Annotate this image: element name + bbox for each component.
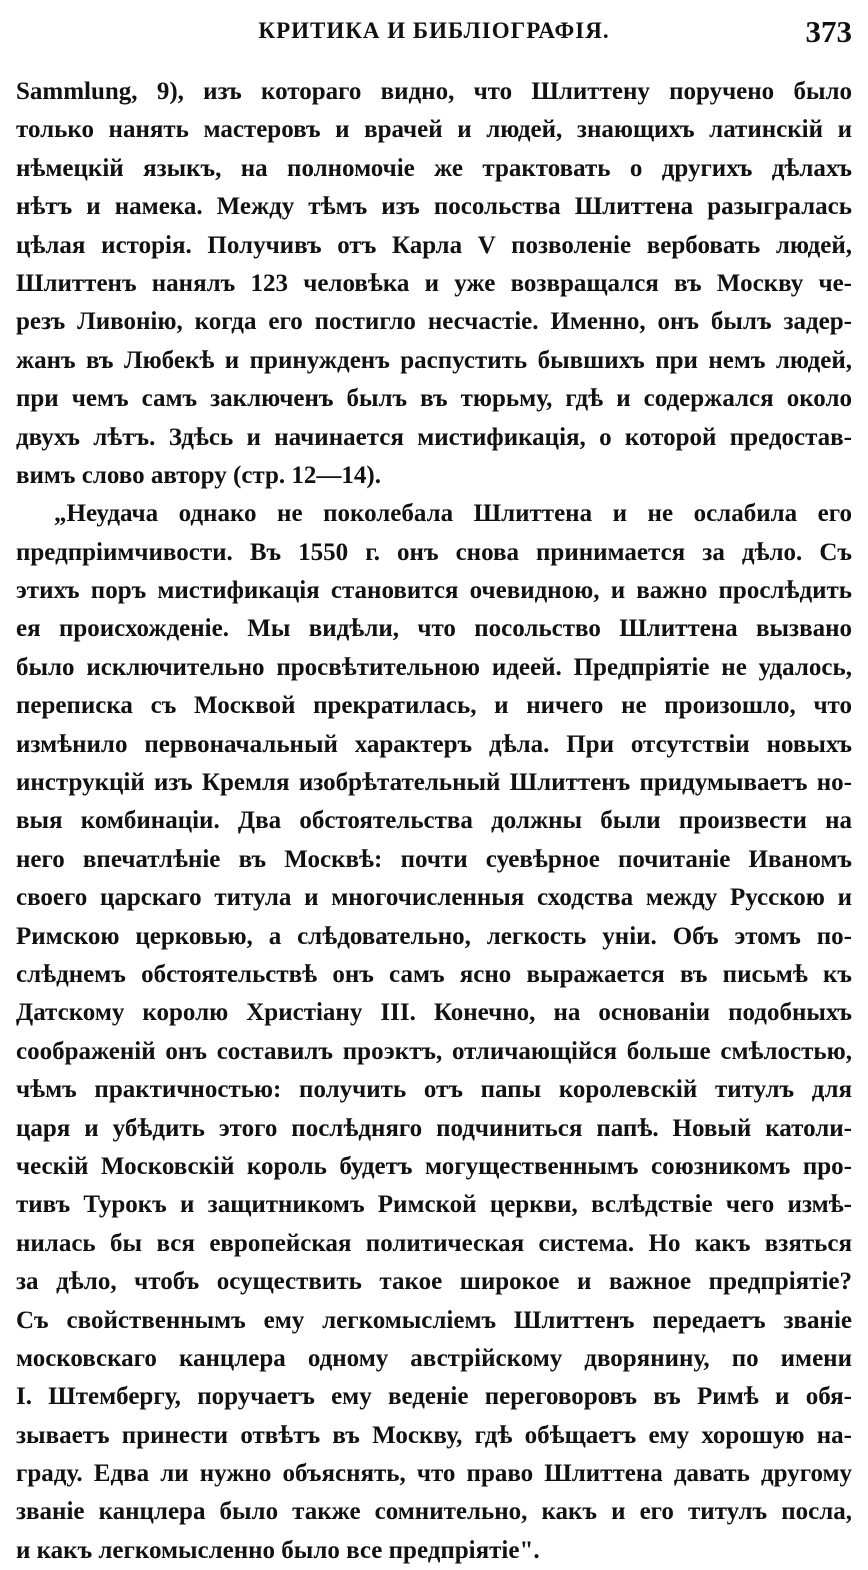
text-line: Sammlung, 9), изъ котораго видно, что Шлиттену поручено было <box>16 78 852 105</box>
body-text <box>16 73 852 1570</box>
text-line: ческій Московскій король будетъ могущественнымъ союзникомъ про- <box>16 1152 852 1180</box>
text-line: вимъ слово автору (стр. 12—14). <box>16 461 381 489</box>
text-line: нилась бы вся европейская политическая система. Но какъ взяться <box>16 1229 852 1257</box>
text-line: и какъ легкомысленно было все предпріятіе". <box>16 1536 540 1564</box>
text-line: своего царскаго титула и многочисленныя сходства между Русскою и <box>16 884 852 912</box>
text-line: измѣнило первоначальный характеръ дѣла. При отсутствіи новыхъ <box>16 730 852 758</box>
text-line: званіе канцлера было также сомнительно, какъ и его титулъ посла, <box>16 1498 852 1526</box>
text-line: при чемъ самъ заключенъ былъ въ тюрьму, гдѣ и содержался около <box>16 385 852 413</box>
paragraph-1 <box>16 73 852 495</box>
text-line: Датскому королю Христіану III. Конечно, на основаніи подобныхъ <box>16 999 852 1027</box>
text-line: зываетъ принести отвѣтъ въ Москву, гдѣ обѣщаетъ ему хорошую на- <box>16 1421 852 1449</box>
text-line: выя комбинаціи. Два обстоятельства должны были произвести на <box>16 807 852 835</box>
text-line: соображеній онъ составилъ проэктъ, отличающійся больше смѣлостью, <box>16 1037 852 1065</box>
text-line: Римскою церковью, а слѣдовательно, легкость уніи. Объ этомъ по- <box>16 922 852 950</box>
text-line: чѣмъ практичностью: получить отъ папы королевскій титулъ для <box>16 1076 852 1104</box>
paragraph-2 <box>16 495 852 1570</box>
text-line: было исключительно просвѣтительною идеей. Предпріятіе не удалось, <box>16 653 852 681</box>
text-line: слѣднемъ обстоятельствѣ онъ самъ ясно выражается въ письмѣ къ <box>16 960 852 988</box>
text-line: московскаго канцлера одному австрійскому дворянину, по имени <box>16 1344 852 1372</box>
text-line: ея происхожденіе. Мы видѣли, что посольство Шлиттена вызвано <box>16 615 852 643</box>
text-line: тивъ Турокъ и защитникомъ Римской церкви, вслѣдствіе чего измѣ- <box>16 1191 852 1219</box>
text-line: нѣмецкій языкъ, на полномочіе же трактовать о другихъ дѣлахъ <box>16 154 852 182</box>
text-line: за дѣло, чтобъ осуществить такое широкое и важное предпріятіе? <box>16 1268 852 1296</box>
text-line: цѣлая исторія. Получивъ отъ Карла V позволеніе вербовать людей, <box>16 231 852 259</box>
text-line: нѣтъ и намека. Между тѣмъ изъ посольства Шлиттена разыгралась <box>16 193 852 221</box>
page-header <box>16 14 852 54</box>
text-line: только нанять мастеровъ и врачей и людей, знающихъ латинскій и <box>16 116 852 144</box>
text-line: I. Штембергу, поручаетъ ему веденіе переговоровъ въ Римѣ и обя- <box>16 1383 852 1411</box>
text-line: предпріимчивости. Въ 1550 г. онъ снова принимается за дѣло. Съ <box>16 538 852 566</box>
page-number: 373 <box>805 14 852 49</box>
text-line: царя и убѣдить этого послѣдняго подчиниться папѣ. Новый католи- <box>16 1114 852 1142</box>
running-title: КРИТИКА И БИБЛІОГРАФІЯ. <box>258 18 610 43</box>
text-line: Шлиттенъ нанялъ 123 человѣка и уже возвращался въ Москву че- <box>16 269 852 297</box>
text-line: двухъ лѣтъ. Здѣсь и начинается мистификація, о которой предостав- <box>16 423 852 451</box>
text-line: него впечатлѣніе въ Москвѣ: почти суевѣрное почитаніе Иваномъ <box>16 845 852 873</box>
text-line: Съ свойственнымъ ему легкомысліемъ Шлиттенъ передаетъ званіе <box>16 1306 852 1334</box>
text-line: инструкцій изъ Кремля изобрѣтательный Шлиттенъ придумываетъ но- <box>16 769 852 797</box>
text-line: резъ Ливонію, когда его постигло несчастіе. Именно, онъ былъ задер- <box>16 308 852 336</box>
text-line: жанъ въ Любекѣ и принужденъ распустить бывшихъ при немъ людей, <box>16 346 852 374</box>
text-line: переписка съ Москвой прекратилась, и ничего не произошло, что <box>16 692 852 720</box>
text-line: „Неудача однако не поколебала Шлиттена и не ослабила его <box>54 500 852 528</box>
text-line: этихъ поръ мистификація становится очевидною, и важно прослѣдить <box>16 577 852 605</box>
text-line: граду. Едва ли нужно объяснять, что право Шлиттена давать другому <box>16 1460 852 1488</box>
